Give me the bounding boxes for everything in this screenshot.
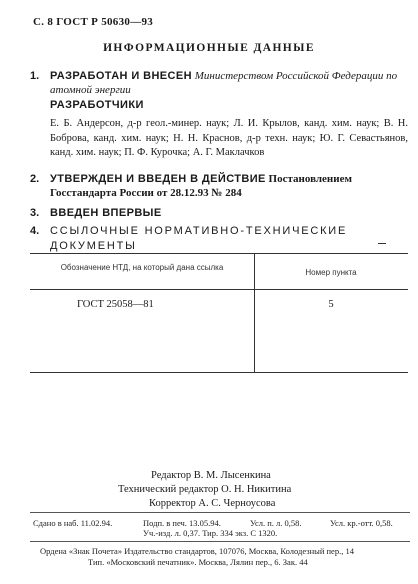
section-number: 1.: [30, 70, 40, 82]
section-heading: ССЫЛОЧНЫЕ НОРМАТИВНО-ТЕХНИЧЕСКИЕ ДОКУМЕНТЫ: [50, 225, 348, 252]
editor-line: Редактор В. М. Лысенкина: [151, 470, 271, 481]
footer-printer: Тип. «Московский печатник». Москва, Лялин пер., 6. Зак. 44: [88, 557, 308, 567]
section-heading: УТВЕРЖДЕН И ВВЕДЕН В ДЕЙСТВИЕ: [50, 173, 266, 185]
footer-edition: Уч.-изд. л. 0,37. Тир. 334 экз. С 1320.: [143, 528, 278, 538]
table-cell-document: ГОСТ 25058—81: [77, 299, 154, 310]
column-header-item: Номер пункта: [305, 268, 357, 277]
section-number: 4.: [30, 225, 40, 237]
section-1: [30, 69, 410, 97]
footer-print-sheets: Усл. п. л. 0,58.: [250, 518, 302, 528]
section-number: 3.: [30, 207, 40, 219]
footer-signed: Подп. в печ. 13.05.94.: [143, 518, 221, 528]
section-heading: РАЗРАБОТАН И ВНЕСЕН: [50, 70, 192, 82]
footer-color-sheets: Усл. кр.-отт. 0,58.: [330, 518, 393, 528]
corrector-line: Корректор А. С. Черноусова: [149, 498, 276, 509]
section-number: 2.: [30, 173, 40, 185]
section-text: Министерством Российской Федерации по атомной энергии: [50, 70, 398, 96]
footer-rule-bottom: [30, 541, 410, 542]
column-header-document: Обозначение НТД, на который дана ссылка: [60, 263, 224, 272]
developers-heading: РАЗРАБОТЧИКИ: [50, 99, 144, 111]
page-header: С. 8 ГОСТ Р 50630—93: [33, 16, 154, 28]
section-2: [30, 172, 410, 200]
references-table: [30, 253, 408, 373]
scan-mark: [378, 243, 386, 244]
footer-publisher: Ордена «Знак Почета» Издательство стандартов, 107076, Москва, Колодезный пер., 14: [40, 546, 354, 556]
footer-submitted: Сдано в наб. 11.02.94.: [33, 518, 113, 528]
tech-editor-line: Технический редактор О. Н. Никитина: [118, 484, 292, 495]
section-text: Постановлением Госстандарта России от 28.12.93 № 284: [50, 173, 352, 199]
developers-list: Е. Б. Андерсон, д-р геол.-минер. наук; Л. И. Крылов, канд. хим. наук; В. Н. Боброва, канд. хим. наук; Н. Н. Краснов, д-р техн. наук; Ю. Г. Севастьянов, канд. хим. наук; П. Ф. Курочка; А. Г. Маклачков: [50, 118, 408, 159]
header-divider: [30, 289, 408, 290]
section-4: [30, 224, 410, 254]
footer-rule-top: [30, 512, 410, 513]
page-title: ИНФОРМАЦИОННЫЕ ДАННЫЕ: [103, 42, 315, 54]
section-heading: ВВЕДЕН ВПЕРВЫЕ: [50, 207, 162, 219]
table-cell-item: 5: [328, 299, 334, 310]
section-3: [30, 206, 410, 220]
